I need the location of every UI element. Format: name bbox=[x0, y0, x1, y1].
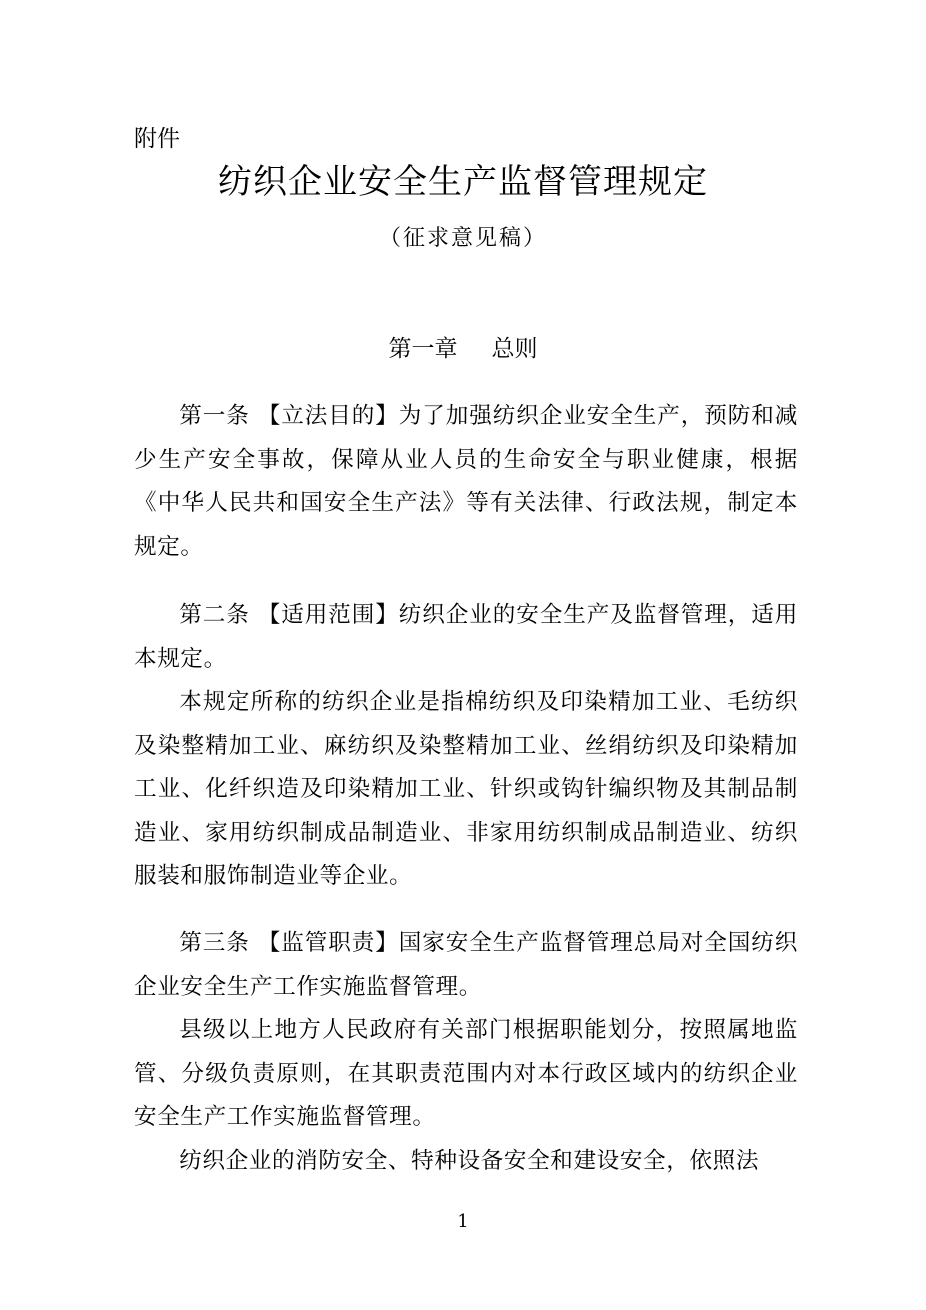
chapter-heading bbox=[0, 334, 926, 364]
article-paragraph: 第二条 【适用范围】纺织企业的安全生产及监督管理，适用本规定。 bbox=[134, 602, 798, 672]
article-paragraph: 第一条 【立法目的】为了加强纺织企业安全生产，预防和减少生产安全事故，保障从业人员的生命安全与职业健康，根据《中华人民共和国安全生产法》等有关法律、行政法规，制定本规定。 bbox=[134, 403, 798, 560]
article-paragraph: 本规定所称的纺织企业是指棉纺织及印染精加工业、毛纺织及染整精加工业、麻纺织及染整精加工业、丝绢纺织及印染精加工业、化纤织造及印染精加工业、针织或钩针编织物及其制品制造业、家用纺织制成品制造业、非家用纺织制成品制造业、纺织服装和服饰制造业等企业。 bbox=[134, 689, 798, 889]
document-title: 纺织企业安全生产监督管理规定 bbox=[218, 162, 708, 202]
chapter-number: 第一章 bbox=[388, 336, 458, 362]
article-1 bbox=[134, 395, 798, 569]
article-paragraph: 纺织企业的消防安全、特种设备安全和建设安全，依照法 bbox=[179, 1147, 760, 1174]
document-subtitle: （征求意见稿） bbox=[378, 226, 547, 251]
article-paragraph: 第三条 【监管职责】国家安全生产监督管理总局对全国纺织企业安全生产工作实施监督管理。 bbox=[134, 930, 798, 1000]
article-2 bbox=[134, 594, 798, 899]
article-3 bbox=[134, 922, 798, 1183]
article-paragraph: 县级以上地方人民政府有关部门根据职能划分，按照属地监管、分级负责原则，在其职责范围内对本行政区域内的纺织企业安全生产工作实施监督管理。 bbox=[134, 1017, 798, 1130]
attachment-label: 附件 bbox=[134, 126, 180, 152]
chapter-name: 总则 bbox=[491, 336, 538, 362]
page-number: 1 bbox=[457, 1211, 469, 1232]
